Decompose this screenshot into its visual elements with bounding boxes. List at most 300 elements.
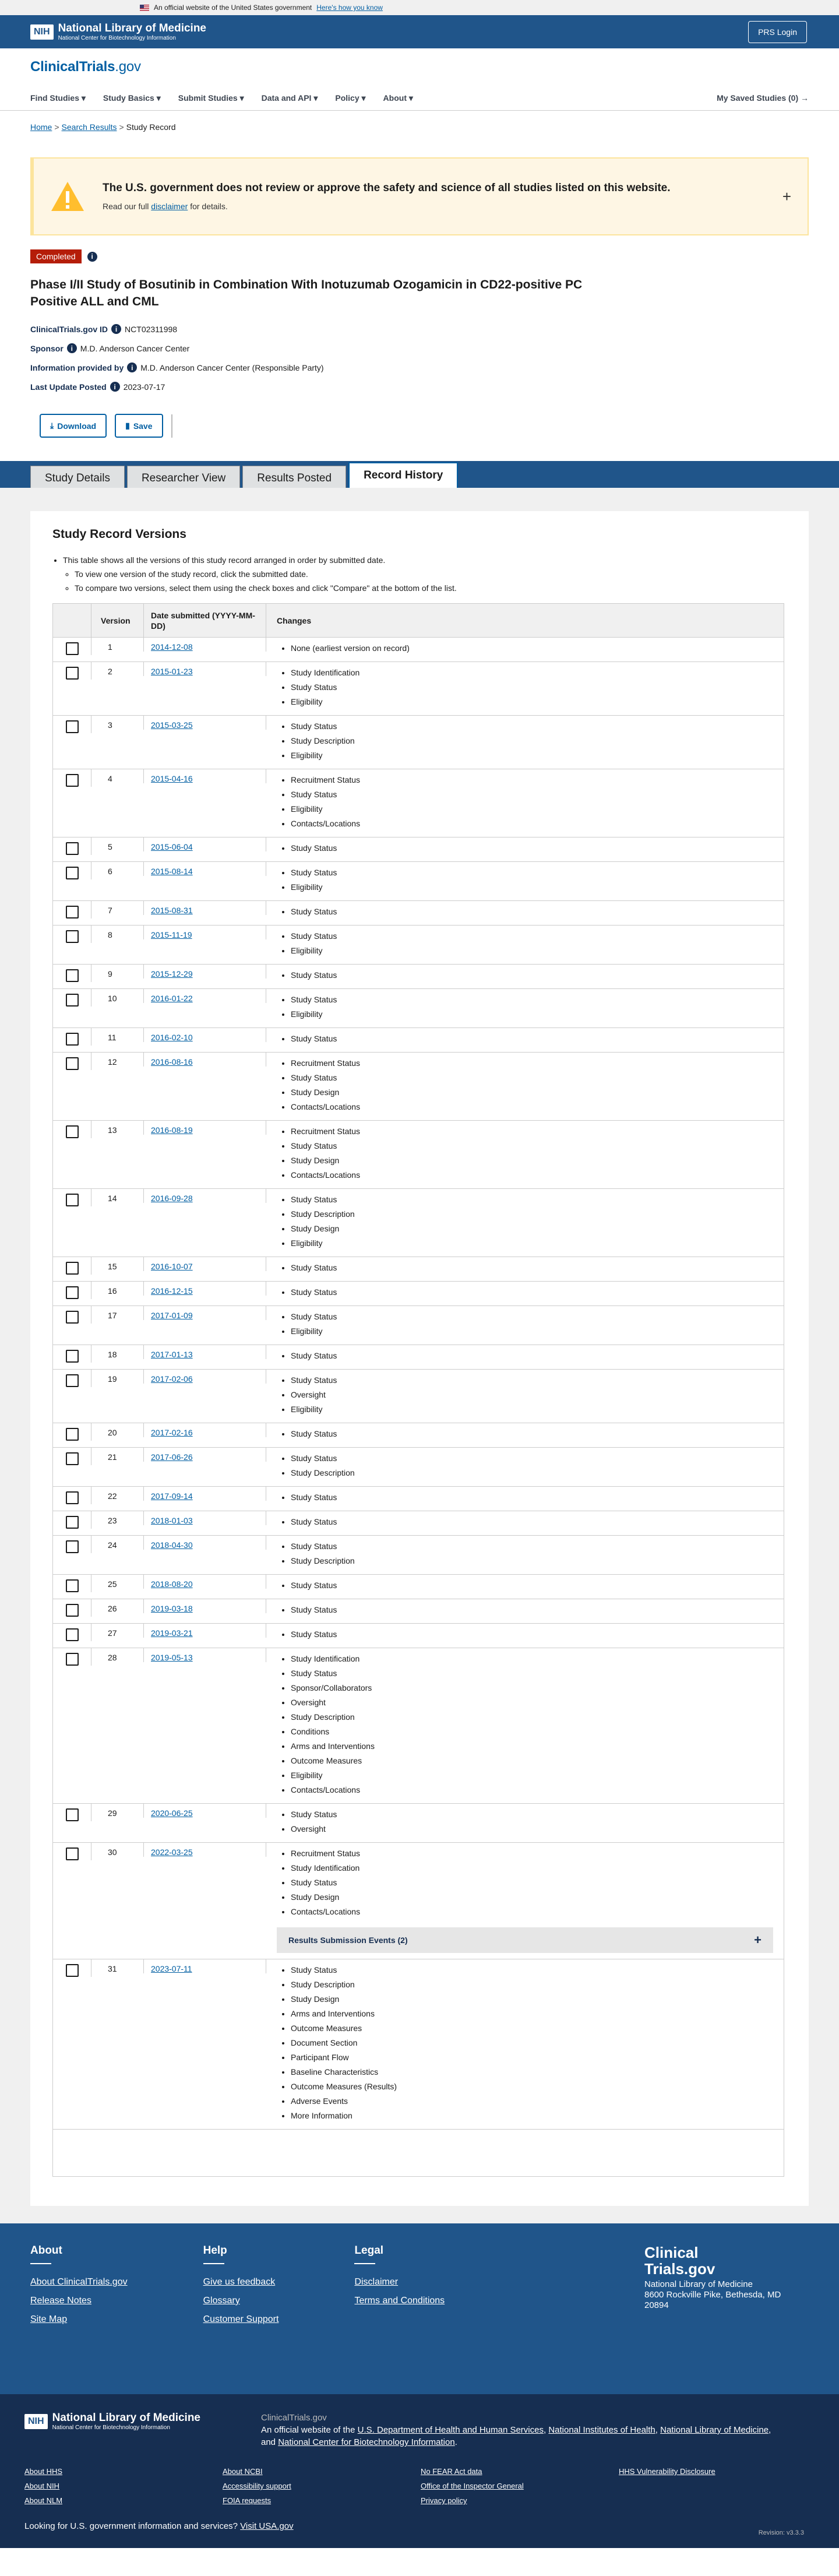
- change-item: • Study Status: [291, 1490, 784, 1505]
- version-date-link[interactable]: 2022-03-25: [151, 1847, 193, 1857]
- changes-list: [277, 1124, 784, 1183]
- col-changes: Changes: [277, 615, 312, 625]
- tab-results-posted[interactable]: Results Posted: [242, 466, 346, 488]
- nlm-title: National Library of Medicine: [58, 22, 206, 34]
- nav-item[interactable]: Find Studies ▾: [30, 93, 86, 103]
- compare-checkbox[interactable]: [66, 1057, 79, 1070]
- changes-list: [277, 1032, 784, 1046]
- compare-checkbox[interactable]: [66, 842, 79, 855]
- breadcrumb-current: Study Record: [126, 122, 176, 132]
- agency-footer-link[interactable]: No FEAR Act data: [421, 2467, 482, 2476]
- change-item: • Eligibility: [291, 802, 784, 817]
- chevron-down-icon: ▾: [359, 93, 366, 103]
- usa-gov: Looking for U.S. government information and services? Visit USA.gov: [24, 2521, 294, 2531]
- change-item: • Eligibility: [291, 748, 784, 763]
- change-item: • Study Identification: [291, 1861, 784, 1875]
- study-meta: [30, 324, 809, 392]
- content-area: [0, 488, 839, 2223]
- change-item: • Study Description: [291, 1554, 784, 1568]
- version-number: 19: [91, 1370, 144, 1384]
- change-item: • Recruitment Status: [291, 1056, 784, 1071]
- change-item: • Participant Flow: [291, 2050, 784, 2065]
- change-item: • Study Status: [291, 993, 784, 1007]
- info-icon[interactable]: i: [110, 382, 120, 392]
- gov-banner-text: An official website of the United States government: [154, 3, 312, 12]
- change-item: • Recruitment Status: [291, 1846, 784, 1861]
- version-number: 6: [91, 862, 144, 876]
- update-value: 2023-07-17: [123, 382, 165, 392]
- gov-banner: [0, 0, 839, 15]
- changes-list: [277, 1261, 784, 1275]
- change-item: • None (earliest version on record): [291, 641, 784, 656]
- table-row: [53, 1028, 784, 1053]
- version-date-link[interactable]: 2015-12-29: [151, 969, 193, 979]
- footer-link[interactable]: Release Notes: [30, 2296, 91, 2306]
- footer-link[interactable]: Give us feedback: [203, 2277, 276, 2287]
- col-date: Date submitted (YYYY-MM-DD): [144, 604, 266, 637]
- changes-list: [277, 993, 784, 1022]
- nav-item[interactable]: Policy ▾: [335, 93, 366, 103]
- change-item: • Outcome Measures: [291, 1754, 784, 1768]
- table-row: [53, 1804, 784, 1843]
- version-number: 18: [91, 1345, 144, 1359]
- table-row: [53, 1843, 784, 1959]
- change-item: • Conditions: [291, 1725, 784, 1739]
- info-icon[interactable]: i: [127, 363, 137, 372]
- changes-list: [277, 1539, 784, 1568]
- download-button[interactable]: ⤓ Download: [40, 414, 107, 438]
- version-date-link[interactable]: 2018-04-30: [151, 1540, 193, 1550]
- revision: Revision: v3.3.3: [758, 2529, 804, 2536]
- table-row: [53, 965, 784, 989]
- disclaimer-link[interactable]: disclaimer: [151, 202, 188, 211]
- version-date-link[interactable]: 2018-08-20: [151, 1579, 193, 1589]
- table-row: [53, 989, 784, 1028]
- bookmark-icon: ▮: [125, 421, 130, 430]
- version-date-link[interactable]: 2015-03-25: [151, 720, 193, 730]
- agency-info: ClinicalTrials.gov An official website of the U.S. Department of Health and Human Services, National Institutes of Health, National Library of Medicine, and National Center for Biotechnology Information.: [261, 2413, 771, 2447]
- compare-checkbox[interactable]: [66, 1628, 79, 1641]
- table-header: [53, 604, 784, 638]
- compare-checkbox[interactable]: [66, 1653, 79, 1666]
- changes-list: [277, 1652, 784, 1797]
- compare-checkbox[interactable]: [66, 1374, 79, 1387]
- changes-list: [277, 773, 784, 831]
- change-item: • Recruitment Status: [291, 1124, 784, 1139]
- nih-link[interactable]: National Institutes of Health: [548, 2425, 655, 2435]
- version-date-link[interactable]: 2016-01-22: [151, 994, 193, 1003]
- table-row: [53, 1282, 784, 1306]
- ncbi-subtitle: National Center for Biotechnology Information: [58, 35, 176, 41]
- change-item: • Baseline Characteristics: [291, 2065, 784, 2079]
- my-saved-studies-link[interactable]: My Saved Studies (0) →: [717, 93, 809, 103]
- nct-id: NCT02311998: [125, 324, 178, 334]
- breadcrumb-home[interactable]: Home: [30, 122, 52, 132]
- version-date-link[interactable]: 2016-12-15: [151, 1286, 193, 1296]
- study-tabs: [0, 461, 839, 488]
- footer-link[interactable]: Customer Support: [203, 2314, 279, 2324]
- footer-logo[interactable]: Clinical Trials.gov: [644, 2244, 715, 2278]
- agency-footer: [0, 2394, 839, 2548]
- change-item: • Oversight: [291, 1695, 784, 1710]
- table-row: [53, 1648, 784, 1804]
- table-row: [53, 1448, 784, 1487]
- change-item: • Arms and Interventions: [291, 2007, 784, 2021]
- agency-footer-link[interactable]: FOIA requests: [223, 2496, 272, 2505]
- compare-checkbox[interactable]: [66, 1604, 79, 1617]
- compare-checkbox[interactable]: [66, 906, 79, 919]
- table-row: [53, 1536, 784, 1575]
- version-number: 28: [91, 1648, 144, 1662]
- change-item: • Study Status: [291, 1627, 784, 1642]
- nav-item[interactable]: Study Basics ▾: [103, 93, 161, 103]
- version-date-link[interactable]: 2017-01-13: [151, 1350, 193, 1359]
- table-row: [53, 1423, 784, 1448]
- compare-checkbox[interactable]: [66, 1262, 79, 1275]
- change-item: • Study Design: [291, 1890, 784, 1905]
- site-header: [0, 48, 839, 111]
- nav-item[interactable]: Submit Studies ▾: [178, 93, 244, 103]
- compare-checkbox[interactable]: [66, 930, 79, 943]
- changes-list: [277, 1373, 784, 1417]
- main-nav: [30, 86, 809, 110]
- footer-link[interactable]: Site Map: [30, 2314, 68, 2324]
- compare-checkbox[interactable]: [66, 1808, 79, 1821]
- changes-list: [277, 1963, 784, 2123]
- compare-checkbox[interactable]: [66, 1033, 79, 1046]
- change-item: • Oversight: [291, 1822, 784, 1836]
- compare-checkbox[interactable]: [66, 642, 79, 655]
- clinicaltrials-logo[interactable]: ClinicalTrials.gov: [30, 59, 141, 75]
- table-row: [53, 925, 784, 965]
- compare-checkbox[interactable]: [66, 1847, 79, 1860]
- changes-list: [277, 1056, 784, 1114]
- plus-icon: +: [754, 1933, 762, 1947]
- version-number: 3: [91, 716, 144, 730]
- expand-plus-icon[interactable]: +: [782, 188, 791, 205]
- version-date-link[interactable]: 2019-05-13: [151, 1653, 193, 1662]
- instruction-item: ◦ To compare two versions, select them using the check boxes and click "Compare" at the bottom of the list.: [75, 581, 787, 595]
- version-date-link[interactable]: 2017-02-16: [151, 1428, 193, 1437]
- agency-footer-link[interactable]: About NIH: [24, 2482, 59, 2490]
- action-bar: [40, 414, 799, 438]
- version-date-link[interactable]: 2016-08-16: [151, 1057, 193, 1067]
- footer-link[interactable]: About ClinicalTrials.gov: [30, 2277, 128, 2287]
- version-date-link[interactable]: 2015-04-16: [151, 774, 193, 783]
- table-row: [53, 1053, 784, 1121]
- changes-list: [277, 1603, 784, 1617]
- provided-label: Information provided by: [30, 363, 124, 372]
- footer-about-heading: About: [30, 2244, 62, 2257]
- table-row: [53, 1306, 784, 1345]
- change-item: • Study Status: [291, 1539, 784, 1554]
- version-date-link[interactable]: 2015-01-23: [151, 667, 193, 676]
- compare-checkbox[interactable]: [66, 1194, 79, 1206]
- version-number: 15: [91, 1257, 144, 1271]
- chevron-down-icon: ▾: [237, 93, 244, 103]
- agency-footer-link[interactable]: About NCBI: [223, 2467, 263, 2476]
- version-date-link[interactable]: 2017-02-06: [151, 1374, 193, 1384]
- compare-checkbox[interactable]: [66, 969, 79, 982]
- version-number: 22: [91, 1487, 144, 1501]
- version-number: 13: [91, 1121, 144, 1135]
- version-number: 27: [91, 1624, 144, 1638]
- address-line: 8600 Rockville Pike, Bethesda, MD: [644, 2290, 781, 2300]
- ncbi-link[interactable]: National Center for Biotechnology Information: [278, 2437, 455, 2447]
- table-row: [53, 1959, 784, 2130]
- version-date-link[interactable]: 2017-06-26: [151, 1452, 193, 1462]
- version-date-link[interactable]: 2015-06-04: [151, 842, 193, 851]
- version-date-link[interactable]: 2017-01-09: [151, 1311, 193, 1320]
- changes-list: [277, 719, 784, 763]
- version-date-link[interactable]: 2014-12-08: [151, 642, 193, 652]
- change-item: • Study Status: [291, 1515, 784, 1529]
- col-version: Version: [91, 604, 144, 637]
- compare-checkbox[interactable]: [66, 867, 79, 879]
- compare-checkbox[interactable]: [66, 1428, 79, 1441]
- site-footer: [0, 2223, 839, 2394]
- change-item: • Study Design: [291, 1085, 784, 1100]
- changes-list: [277, 968, 784, 983]
- how-you-know-link[interactable]: Here's how you know: [316, 3, 383, 12]
- change-item: • Contacts/Locations: [291, 1783, 784, 1797]
- table-row: [53, 862, 784, 901]
- tab-researcher-view[interactable]: Researcher View: [127, 466, 240, 488]
- hhs-link[interactable]: U.S. Department of Health and Human Services: [357, 2425, 544, 2435]
- agency-footer-link: [619, 2496, 794, 2505]
- changes-list: [277, 1427, 784, 1441]
- change-item: • Sponsor/Collaborators: [291, 1681, 784, 1695]
- change-item: • Study Status: [291, 1373, 784, 1388]
- compare-checkbox[interactable]: [66, 667, 79, 680]
- nav-item[interactable]: Data and API ▾: [261, 93, 318, 103]
- version-date-link[interactable]: 2016-09-28: [151, 1194, 193, 1203]
- page-title: Phase I/II Study of Bosutinib in Combination With Inotuzumab Ozogamicin in CD22-positive PC Positive ALL and CML: [30, 278, 583, 308]
- version-date-link[interactable]: 2019-03-21: [151, 1628, 193, 1638]
- footer-link[interactable]: Disclaimer: [354, 2277, 399, 2287]
- change-item: • Study Status: [291, 865, 784, 880]
- version-number: 8: [91, 925, 144, 939]
- change-item: • Eligibility: [291, 1236, 784, 1251]
- nav-item[interactable]: About ▾: [383, 93, 413, 103]
- version-number: 4: [91, 769, 144, 783]
- compare-checkbox[interactable]: [66, 1540, 79, 1553]
- tab-record-history[interactable]: Record History: [348, 462, 458, 488]
- id-label: ClinicalTrials.gov ID: [30, 324, 108, 334]
- change-item: • Outcome Measures: [291, 2021, 784, 2036]
- compare-checkbox[interactable]: [66, 1350, 79, 1363]
- change-item: • Study Description: [291, 1977, 784, 1992]
- alert-title: The U.S. government does not review or approve the safety and science of all studies listed on this website.: [103, 182, 671, 194]
- version-number: 5: [91, 837, 144, 851]
- change-item: • Study Status: [291, 1071, 784, 1085]
- compare-checkbox[interactable]: [66, 1516, 79, 1529]
- disclaimer-alert: [30, 157, 809, 235]
- agency-footer-link[interactable]: About NLM: [24, 2496, 63, 2505]
- results-events-toggle[interactable]: Results Submission Events (2) +: [277, 1927, 773, 1953]
- footer-help-heading: Help: [203, 2244, 227, 2257]
- change-item: • Study Status: [291, 1349, 784, 1363]
- change-item: • Eligibility: [291, 880, 784, 895]
- change-item: • Study Status: [291, 1875, 784, 1890]
- chevron-down-icon: ▾: [154, 93, 161, 103]
- compare-checkbox[interactable]: [66, 1311, 79, 1324]
- change-item: • Study Status: [291, 905, 784, 919]
- change-item: • Study Status: [291, 1285, 784, 1300]
- change-item: • Study Status: [291, 1603, 784, 1617]
- change-item: • Study Design: [291, 1992, 784, 2007]
- change-item: • Adverse Events: [291, 2094, 784, 2109]
- nih-header: [0, 15, 839, 48]
- version-date-link[interactable]: 2019-03-18: [151, 1604, 193, 1613]
- update-label: Last Update Posted: [30, 382, 107, 392]
- version-date-link[interactable]: 2020-06-25: [151, 1808, 193, 1818]
- agency-footer-link[interactable]: Accessibility support: [223, 2482, 291, 2490]
- compare-checkbox[interactable]: [66, 994, 79, 1007]
- compare-checkbox[interactable]: [66, 1491, 79, 1504]
- compare-checkbox[interactable]: [66, 774, 79, 787]
- change-item: • Eligibility: [291, 1402, 784, 1417]
- info-icon[interactable]: i: [87, 252, 97, 262]
- chevron-down-icon: ▾: [79, 93, 86, 103]
- save-button[interactable]: ▮ Save: [115, 414, 163, 438]
- sponsor-label: Sponsor: [30, 343, 64, 353]
- nlm-logo[interactable]: [30, 22, 206, 41]
- version-number: 1: [91, 638, 144, 652]
- version-number: 31: [91, 1959, 144, 1973]
- change-item: • Contacts/Locations: [291, 1905, 784, 1919]
- compare-checkbox[interactable]: [66, 720, 79, 733]
- change-item: • Study Status: [291, 787, 784, 802]
- agency-footer-link[interactable]: HHS Vulnerability Disclosure: [619, 2467, 715, 2476]
- info-icon[interactable]: i: [67, 343, 77, 353]
- table-row: [53, 1599, 784, 1624]
- change-item: • Eligibility: [291, 1007, 784, 1022]
- changes-list: [277, 841, 784, 856]
- info-icon[interactable]: i: [111, 324, 121, 334]
- usa-gov-link[interactable]: Visit USA.gov: [240, 2521, 294, 2531]
- instruction-item: ◦ To view one version of the study record, click the submitted date.: [75, 567, 787, 581]
- change-item: • Arms and Interventions: [291, 1739, 784, 1754]
- version-date-link[interactable]: 2017-09-14: [151, 1491, 193, 1501]
- version-date-link[interactable]: 2015-11-19: [151, 930, 192, 939]
- nlm-footer-logo[interactable]: NIH National Library of Medicine National Center for Biotechnology Information: [24, 2412, 200, 2431]
- compare-checkbox[interactable]: [66, 1125, 79, 1138]
- change-item: • Study Status: [291, 1261, 784, 1275]
- table-row: [53, 837, 784, 862]
- footer-link[interactable]: Glossary: [203, 2296, 240, 2306]
- changes-list: [277, 905, 784, 919]
- change-item: • Document Section: [291, 2036, 784, 2050]
- changes-list: [277, 1807, 784, 1836]
- agency-footer-link[interactable]: About HHS: [24, 2467, 63, 2476]
- footer-link[interactable]: Terms and Conditions: [354, 2296, 445, 2306]
- instruction-item: • This table shows all the versions of this study record arranged in order by submitted date.: [63, 553, 787, 567]
- change-item: • Study Status: [291, 1666, 784, 1681]
- footer-brand: [644, 2244, 781, 2311]
- change-item: • Study Status: [291, 841, 784, 856]
- version-number: 7: [91, 901, 144, 915]
- table-row: [53, 901, 784, 925]
- changes-list: [277, 1515, 784, 1529]
- version-date-link[interactable]: 2016-08-19: [151, 1125, 193, 1135]
- version-number: 24: [91, 1536, 144, 1550]
- change-item: • Study Description: [291, 734, 784, 748]
- changes-list: [277, 1578, 784, 1593]
- change-item: • Study Design: [291, 1222, 784, 1236]
- download-icon: ⤓: [50, 421, 54, 430]
- change-item: • Study Identification: [291, 1652, 784, 1666]
- us-flag-icon: [140, 5, 149, 11]
- table-row: [53, 1487, 784, 1511]
- chevron-down-icon: ▾: [406, 93, 413, 103]
- record-history-panel: [30, 511, 809, 2206]
- changes-list: [277, 865, 784, 895]
- warning-icon: [50, 181, 85, 212]
- table-row: [53, 1370, 784, 1423]
- version-number: 20: [91, 1423, 144, 1437]
- compare-checkbox[interactable]: [66, 1964, 79, 1977]
- table-row: [53, 638, 784, 662]
- version-number: 11: [91, 1028, 144, 1042]
- change-item: • Study Description: [291, 1207, 784, 1222]
- agency-footer-link[interactable]: Office of the Inspector General: [421, 2482, 524, 2490]
- table-row: [53, 1624, 784, 1648]
- prs-login-button[interactable]: PRS Login: [748, 21, 807, 43]
- version-date-link[interactable]: 2015-08-14: [151, 867, 193, 876]
- changes-list: [277, 1310, 784, 1339]
- version-date-link[interactable]: 2015-08-31: [151, 906, 193, 915]
- change-item: • Study Design: [291, 1153, 784, 1168]
- compare-checkbox[interactable]: [66, 1286, 79, 1299]
- changes-list: [277, 1192, 784, 1251]
- change-item: • Study Status: [291, 1032, 784, 1046]
- version-date-link[interactable]: 2016-02-10: [151, 1033, 193, 1042]
- change-item: • Study Status: [291, 1139, 784, 1153]
- version-date-link[interactable]: 2023-07-11: [151, 1964, 192, 1973]
- version-date-link[interactable]: 2018-01-03: [151, 1516, 193, 1525]
- table-row: [53, 1575, 784, 1599]
- change-item: • Study Status: [291, 1807, 784, 1822]
- changes-list: [277, 1451, 784, 1480]
- version-date-link[interactable]: 2016-10-07: [151, 1262, 193, 1271]
- change-item: • Study Status: [291, 1192, 784, 1207]
- table-row: [53, 1121, 784, 1189]
- nlm-link[interactable]: National Library of Medicine: [660, 2425, 769, 2435]
- agency-footer-link[interactable]: Privacy policy: [421, 2496, 467, 2505]
- breadcrumb-search-results[interactable]: Search Results: [61, 122, 117, 132]
- status-row: [30, 249, 809, 263]
- change-item: • Eligibility: [291, 944, 784, 958]
- change-item: • Study Description: [291, 1466, 784, 1480]
- changes-list: [277, 1490, 784, 1505]
- changes-list: [277, 1627, 784, 1642]
- version-number: 14: [91, 1189, 144, 1203]
- version-number: 16: [91, 1282, 144, 1296]
- compare-checkbox[interactable]: [66, 1452, 79, 1465]
- compare-checkbox[interactable]: [66, 1579, 79, 1592]
- table-row: [53, 1511, 784, 1536]
- agency-footer-link: [619, 2482, 794, 2490]
- change-item: • Contacts/Locations: [291, 1168, 784, 1183]
- changes-list: [277, 1349, 784, 1363]
- address-line: 20894: [644, 2300, 669, 2310]
- table-row: [53, 716, 784, 769]
- address-line: National Library of Medicine: [644, 2279, 753, 2289]
- version-number: 10: [91, 989, 144, 1003]
- tab-study-details[interactable]: Study Details: [30, 466, 125, 488]
- status-badge: Completed: [30, 249, 82, 263]
